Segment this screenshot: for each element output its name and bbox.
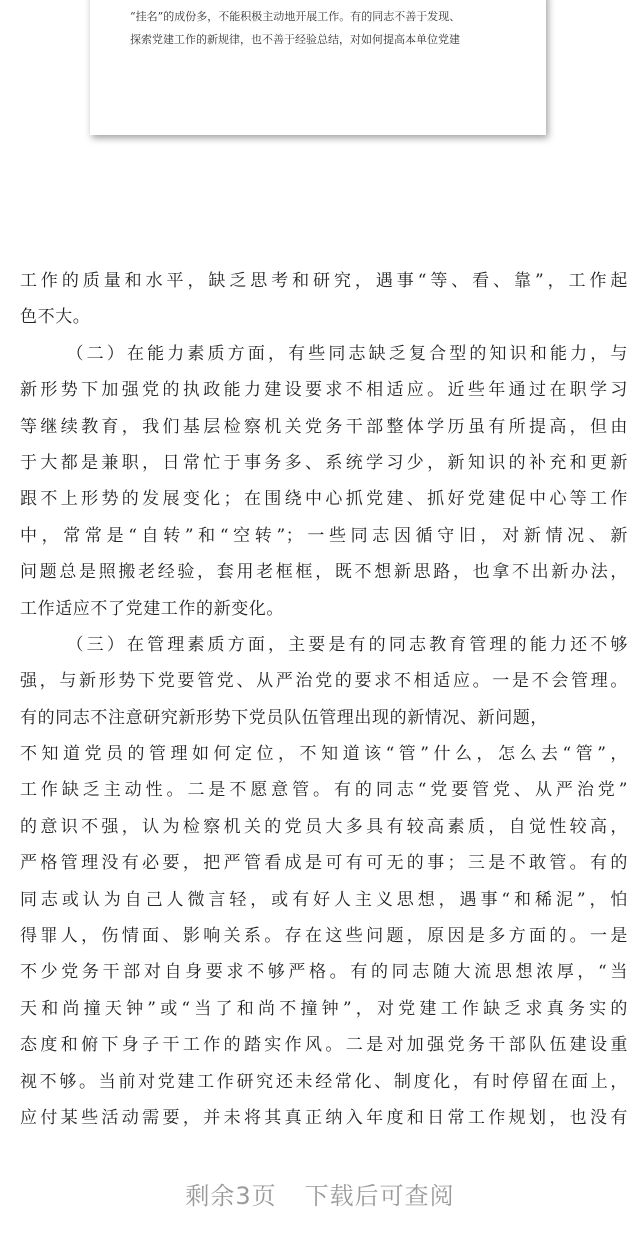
- text-line-content: （二）在能力素质方面，有些同志缺乏复合型的知识和能力，与: [64, 343, 628, 364]
- text-line: [20, 591, 628, 627]
- download-to-read-label[interactable]: 下载后可查阅: [304, 1181, 455, 1210]
- text-line: [20, 954, 628, 990]
- text-line: [20, 336, 628, 372]
- text-line-content: 跟不上形势的发展变化；在围绕中心抓党建、抓好党建促中心等工作: [20, 489, 628, 510]
- preview-line: “挂名”的成份多，不能积极主动地开展工作。有的同志不善于发现、: [130, 10, 461, 23]
- remaining-pages-label: 剩余3页: [185, 1181, 277, 1210]
- text-line-content: 等继续教育，我们基层检察机关党务干部整体学历虽有所提高，但由: [20, 416, 628, 437]
- text-line-content: 态度和俯下身子干工作的踏实作风。二是对加强党务干部队伍建设重: [20, 1035, 628, 1056]
- text-line-content: 工作的质量和水平，缺乏思考和研究，遇事“等、看、靠”，工作起: [20, 271, 628, 291]
- text-line: [20, 263, 628, 299]
- text-line: [20, 1100, 628, 1136]
- text-line-content: 应付某些活动需要，并未将其真正纳入年度和日常工作规划，也没有: [20, 1107, 628, 1128]
- text-line: [20, 918, 628, 954]
- text-line-content: 严格管理没有必要，把严管看成是可有可无的事；三是不敢管。有的: [20, 853, 628, 874]
- text-line-content: 同志或认为自己人微言轻，或有好人主义思想，遇事“和稀泥”，怕: [20, 889, 628, 910]
- text-line: [20, 700, 628, 736]
- text-line-content: 不少党务干部对自身要求不够严格。有的同志随大流思想浓厚，“当: [20, 962, 628, 983]
- text-line-content: 得罪人，伤情面、影响关系。存在这些问题，原因是多方面的。一是: [20, 926, 628, 947]
- text-line: [20, 736, 628, 772]
- text-line: [20, 481, 628, 517]
- text-line-content: 问题总是照搬老经验，套用老框框，既不想新思路，也拿不出新办法，: [20, 562, 628, 583]
- text-line: [20, 299, 628, 335]
- text-line: [20, 518, 628, 554]
- text-line-content: 中，常常是“自转”和“空转”；一些同志因循守旧，对新情况、新: [20, 525, 628, 546]
- text-line: [20, 445, 628, 481]
- text-line: [20, 809, 628, 845]
- document-body: [20, 263, 628, 1136]
- text-line: [20, 409, 628, 445]
- text-line-content: 于大都是兼职，日常忙于事务多、系统学习少，新知识的补充和更新: [20, 452, 628, 473]
- text-line-content: 工作适应不了党建工作的新变化。: [20, 598, 284, 619]
- text-line: [20, 1027, 628, 1063]
- text-line: [20, 772, 628, 808]
- text-line-content: 强，与新形势下党要管党、从严治党的要求不相适应。一是不会管理。: [20, 671, 628, 692]
- text-line: [20, 882, 628, 918]
- text-line: [20, 991, 628, 1027]
- text-line-content: （三）在管理素质方面，主要是有的同志教育管理的能力还不够: [64, 634, 628, 655]
- text-line: [20, 845, 628, 881]
- text-line-content: 天和尚撞天钟”或“当了和尚不撞钟”，对党建工作缺乏求真务实的: [20, 998, 628, 1019]
- text-line-content: 工作缺乏主动性。二是不愿意管。有的同志“党要管党、从严治党”: [20, 780, 628, 801]
- text-line: [20, 663, 628, 699]
- preview-text: [130, 0, 510, 51]
- text-line-content: 新形势下加强党的执政能力建设要求不相适应。近些年通过在职学习: [20, 380, 628, 401]
- preview-line: 探索党建工作的新规律，也不善于经验总结，对如何提高本单位党建: [130, 33, 460, 46]
- text-line-content: 不知道党员的管理如何定位，不知道该“管”什么，怎么去“管”，: [20, 744, 628, 765]
- text-line: [20, 1064, 628, 1100]
- text-line: [20, 627, 628, 663]
- text-line: [20, 372, 628, 408]
- text-line-content: 色不大。: [20, 307, 91, 328]
- text-line-content: 视不够。当前对党建工作研究还未经常化、制度化，有时停留在面上，: [20, 1071, 628, 1092]
- text-line-content: 的意识不强，认为检察机关的党员大多具有较高素质，自觉性较高，: [20, 816, 628, 837]
- read-more-bar[interactable]: [0, 1163, 640, 1223]
- text-line: [20, 554, 628, 590]
- previous-page-preview: [90, 0, 546, 135]
- text-line-content: 有的同志不注意研究新形势下党员队伍管理出现的新情况、新问题，: [20, 707, 548, 728]
